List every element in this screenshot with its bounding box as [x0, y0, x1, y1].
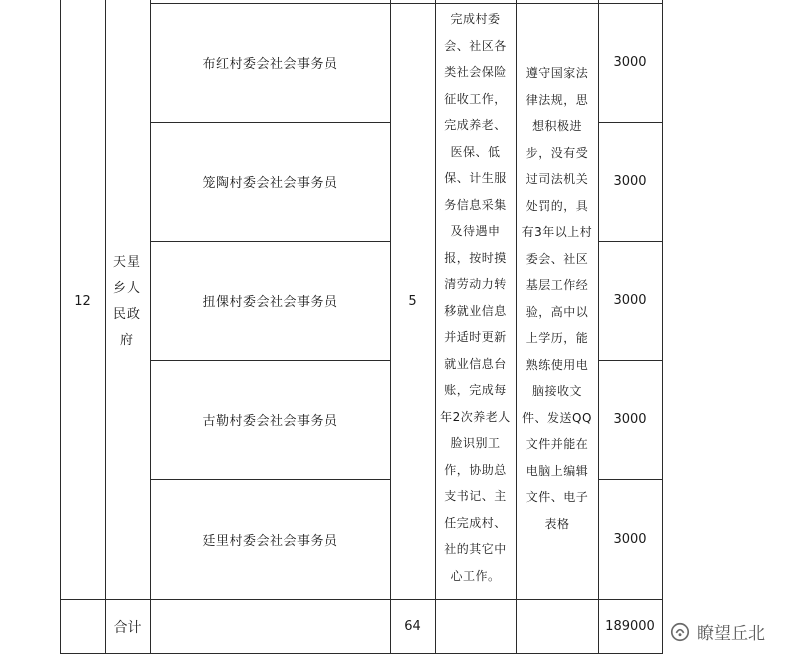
table-border-right [662, 0, 663, 654]
headcount: 5 [408, 293, 417, 309]
salary-value: 3000 [613, 412, 647, 427]
wechat-official-account-icon [669, 621, 691, 643]
position-title: 扭倮村委会社会事务员 [202, 295, 338, 310]
salary-value: 3000 [613, 55, 647, 70]
position-title: 古勒村委会社会事务员 [202, 414, 338, 429]
total-salary: 189000 [605, 619, 655, 634]
job-requirements: 遵守国家法 律法规，思 想积极进 步，没有受 过司法机关 处罚的，具 有3年以上村 委会、社区 基层工作经 验，高中以 上学历，能 熟练使用电 脑接收文 件、发送QQ 文件并能在 电脑上编辑 文件、电子 表格 [521, 66, 593, 531]
position-title: 笼陶村委会社会事务员 [202, 176, 338, 191]
watermark-text: 瞭望丘北 [697, 624, 765, 644]
job-duties: 完成村委 会、社区各 类社会保险 征收工作， 完成养老、 医保、低 保、计生服 务信息采集 及待遇申 报，按时摸 清劳动力转 移就业信息 并适时更新 就业信息台 账，完成每 年2次养老人 脸识别工 作，协助总 支书记、主 任完成村、 社的其它中 心工作。 [440, 12, 511, 583]
salary-value: 3000 [613, 174, 647, 189]
salary-value: 3000 [613, 293, 647, 308]
col-divider [105, 0, 106, 654]
watermark [669, 619, 765, 644]
position-title: 廷里村委会社会事务员 [202, 533, 338, 549]
department-name: 天星 乡人 民政 府 [112, 255, 141, 348]
salary-value: 3000 [613, 531, 647, 547]
row-index: 12 [74, 293, 91, 309]
total-headcount: 64 [404, 619, 421, 634]
total-label: 合计 [113, 619, 142, 636]
position-title: 布红村委会社会事务员 [202, 57, 338, 72]
